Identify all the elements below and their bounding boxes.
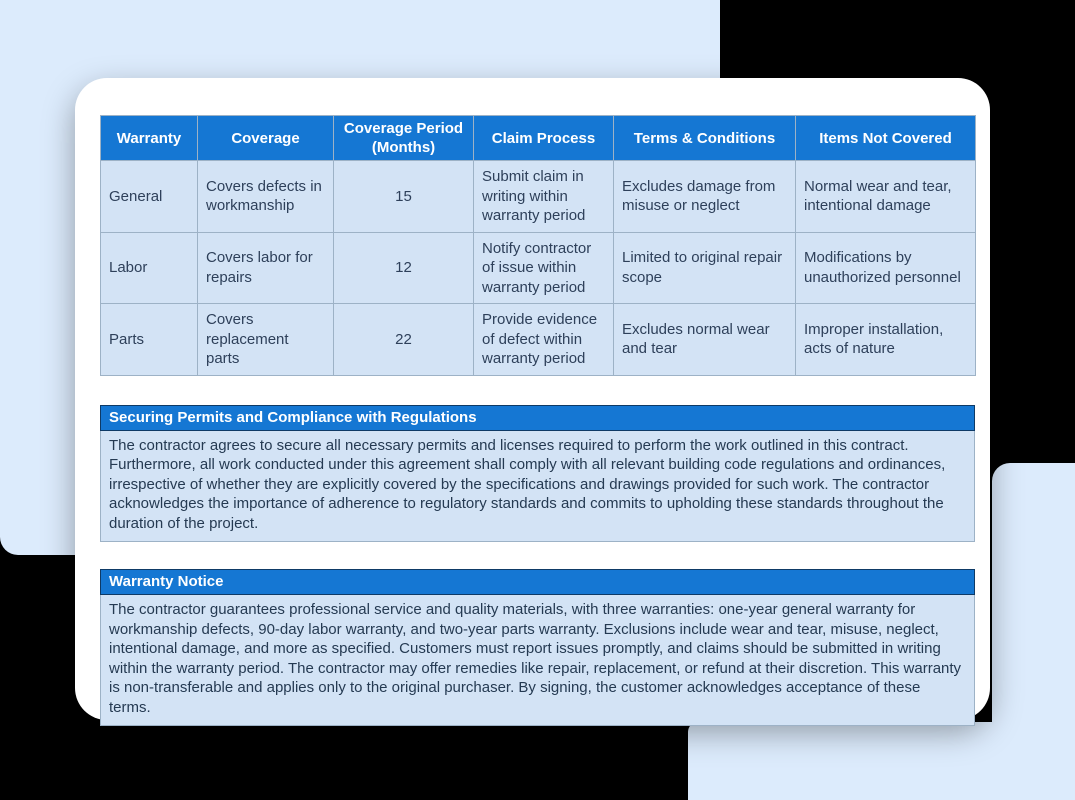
section-body-text: The contractor guarantees professional service and quality materials, with three warranties: one-year general warranty for workmanship defects, 90-day labor warranty, and two-year parts warranty. Exclusions include wear and tear, misuse, neglect, intentional damage, and more as specified. Customers must report issues promptly, and claims should be submitted in writing within the warranty period. The contractor may offer remedies like repair, replacement, or refund at their discretion. This warranty is non-transferable and applies only to the original purchaser. By signing, the customer acknowledges acceptance of these terms. <box>100 595 975 726</box>
cell-warranty-type: Parts <box>101 304 198 376</box>
cell-items-not-covered: Improper installation, acts of nature <box>796 304 976 376</box>
table-row-parts <box>101 304 976 376</box>
table-header-row <box>101 116 976 161</box>
section-permits-compliance <box>100 405 975 543</box>
section-body-text: The contractor agrees to secure all necessary permits and licenses required to perform the work outlined in this contract. Furthermore, all work conducted under this agreement shall comply with all relevant building code regulations and ordinances, irrespective of whether they are explicitly covered by the specifications and drawings provided for such work. The contractor acknowledges the importance of adherence to regulatory standards and commits to upholding these standards throughout the duration of the project. <box>100 431 975 543</box>
section-warranty-notice <box>100 569 975 726</box>
cell-items-not-covered: Modifications by unauthorized personnel <box>796 232 976 304</box>
cell-items-not-covered: Normal wear and tear, intentional damage <box>796 161 976 233</box>
cell-coverage-period: 22 <box>334 304 474 376</box>
section-title: Warranty Notice <box>100 569 975 595</box>
cell-warranty-type: General <box>101 161 198 233</box>
cell-terms-conditions: Limited to original repair scope <box>614 232 796 304</box>
cell-claim-process: Notify contractor of issue within warranty period <box>474 232 614 304</box>
table-row-labor <box>101 232 976 304</box>
cell-coverage: Covers replacement parts <box>198 304 334 376</box>
cell-warranty-type: Labor <box>101 232 198 304</box>
cell-claim-process: Provide evidence of defect within warranty period <box>474 304 614 376</box>
cell-coverage-period: 12 <box>334 232 474 304</box>
background-accent-bottom <box>688 722 1075 800</box>
cell-coverage: Covers defects in workmanship <box>198 161 334 233</box>
cell-coverage: Covers labor for repairs <box>198 232 334 304</box>
column-header-claim-process: Claim Process <box>474 116 614 161</box>
column-header-coverage-period: Coverage Period (Months) <box>334 116 474 161</box>
table-row-general <box>101 161 976 233</box>
column-header-warranty: Warranty <box>101 116 198 161</box>
warranty-table <box>100 115 976 376</box>
column-header-terms-conditions: Terms & Conditions <box>614 116 796 161</box>
cell-coverage-period: 15 <box>334 161 474 233</box>
cell-terms-conditions: Excludes damage from misuse or neglect <box>614 161 796 233</box>
column-header-items-not-covered: Items Not Covered <box>796 116 976 161</box>
section-title: Securing Permits and Compliance with Regulations <box>100 405 975 431</box>
column-header-coverage: Coverage <box>198 116 334 161</box>
cell-claim-process: Submit claim in writing within warranty period <box>474 161 614 233</box>
document-card <box>75 78 990 720</box>
cell-terms-conditions: Excludes normal wear and tear <box>614 304 796 376</box>
